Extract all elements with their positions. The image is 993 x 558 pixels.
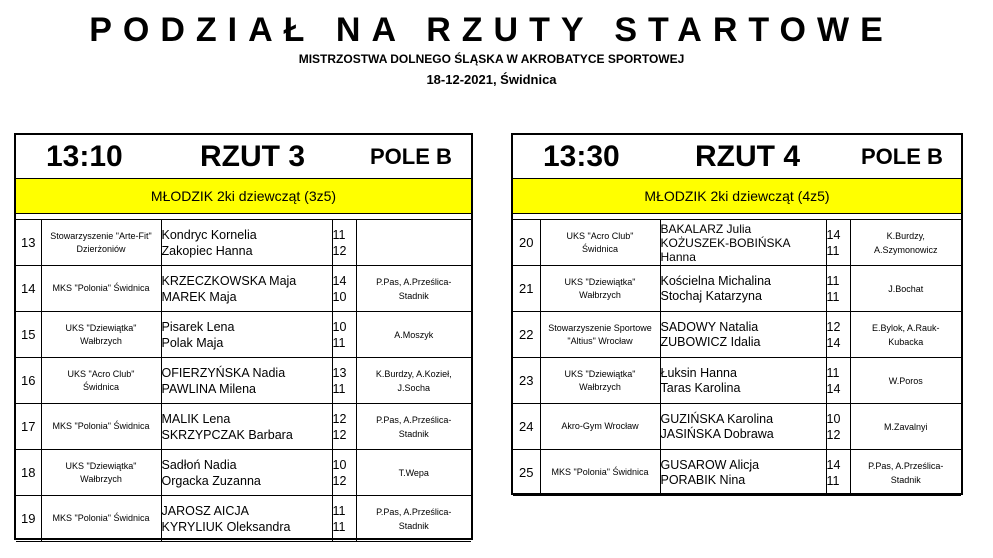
rotation-label: RZUT 3 bbox=[200, 140, 305, 173]
club-name-line: Świdnica bbox=[82, 381, 120, 392]
event-date: 18-12-2021, Świdnica bbox=[426, 72, 557, 87]
athlete-names-line: Zakopiec Hanna bbox=[161, 243, 253, 258]
entry-row bbox=[513, 220, 961, 266]
sheet-header bbox=[16, 135, 471, 179]
athlete-names-line: KRZECZKOWSKA Maja bbox=[161, 273, 297, 288]
athlete-ages-line: 11 bbox=[826, 289, 840, 304]
start-number: 18 bbox=[16, 450, 41, 496]
athlete-ages bbox=[826, 404, 850, 450]
athlete-names bbox=[161, 404, 332, 450]
athlete-ages-line: 11 bbox=[332, 519, 346, 534]
coaches bbox=[850, 450, 961, 496]
athlete-names bbox=[660, 358, 826, 404]
rotation-sheet bbox=[14, 133, 473, 540]
club-name-line: "Altius" Wrocław bbox=[567, 335, 633, 346]
entry-row bbox=[16, 450, 471, 496]
club-name-line: UKS "Acro Club" bbox=[67, 368, 135, 379]
athlete-ages-line: 14 bbox=[826, 457, 841, 472]
club-name bbox=[41, 358, 161, 404]
coaches bbox=[356, 450, 471, 496]
entry-row bbox=[513, 312, 961, 358]
athlete-names-line: Kościelna Michalina bbox=[660, 273, 771, 288]
athlete-ages bbox=[332, 404, 356, 450]
start-number: 14 bbox=[16, 266, 41, 312]
club-name-line: UKS "Dziewiątka" bbox=[65, 322, 137, 333]
club-name-line: Wałbrzych bbox=[80, 335, 122, 346]
coaches-line: K.Burdzy, bbox=[886, 230, 925, 241]
athlete-names bbox=[161, 266, 332, 312]
club-name bbox=[540, 312, 660, 358]
athlete-ages-line: 14 bbox=[826, 335, 841, 350]
club-name-line: UKS "Dziewiątka" bbox=[564, 368, 636, 379]
athlete-ages-line: 10 bbox=[826, 411, 841, 426]
athlete-names bbox=[660, 312, 826, 358]
start-time: 13:10 bbox=[46, 140, 123, 173]
coaches-line: P.Pas, A.Prześlica- bbox=[376, 506, 452, 517]
athlete-ages bbox=[826, 312, 850, 358]
athlete-ages bbox=[332, 450, 356, 496]
start-number: 20 bbox=[513, 220, 540, 266]
coaches bbox=[850, 312, 961, 358]
coaches bbox=[850, 266, 961, 312]
coaches-line: Kubacka bbox=[888, 336, 924, 347]
entry-row bbox=[16, 220, 471, 266]
club-name bbox=[540, 266, 660, 312]
entry-row bbox=[513, 266, 961, 312]
athlete-names-line: OFIERZYŃSKA Nadia bbox=[161, 365, 286, 380]
athlete-ages-line: 11 bbox=[332, 227, 346, 242]
entry-row bbox=[16, 312, 471, 358]
athlete-ages-line: 11 bbox=[332, 503, 346, 518]
athlete-ages-line: 12 bbox=[332, 473, 347, 488]
athlete-ages-line: 11 bbox=[826, 273, 840, 288]
athlete-names-line: Łuksin Hanna bbox=[660, 365, 737, 380]
entry-row bbox=[513, 358, 961, 404]
athlete-names-line: GUZIŃSKA Karolina bbox=[660, 411, 774, 426]
category-banner: MŁODZIK 2ki dziewcząt (3z5) bbox=[16, 179, 471, 214]
athlete-names-line: JAROSZ AICJA bbox=[161, 503, 250, 518]
athlete-names-line: ZUBOWICZ Idalia bbox=[660, 334, 761, 349]
athlete-ages-line: 10 bbox=[332, 319, 347, 334]
coaches bbox=[850, 404, 961, 450]
coaches bbox=[356, 404, 471, 450]
athlete-ages-line: 12 bbox=[332, 243, 347, 258]
athlete-names-line: BAKALARZ Julia bbox=[660, 221, 752, 236]
coaches-line: J.Socha bbox=[397, 382, 431, 393]
rotation-sheet bbox=[511, 133, 963, 495]
start-number: 16 bbox=[16, 358, 41, 404]
athlete-names bbox=[660, 450, 826, 496]
start-number: 17 bbox=[16, 404, 41, 450]
athlete-names-line: Hanna bbox=[660, 249, 696, 264]
athlete-names-line: Stochaj Katarzyna bbox=[660, 288, 762, 303]
athlete-ages-line: 14 bbox=[826, 227, 841, 242]
athlete-names-line: KYRYLIUK Oleksandra bbox=[161, 519, 291, 534]
coaches bbox=[850, 220, 961, 266]
coaches bbox=[356, 220, 471, 266]
club-name bbox=[540, 358, 660, 404]
club-name bbox=[41, 404, 161, 450]
athlete-ages bbox=[826, 220, 850, 266]
athlete-names-line: MALIK Lena bbox=[161, 411, 231, 426]
athlete-ages-line: 14 bbox=[332, 273, 347, 288]
field-label: POLE B bbox=[370, 144, 452, 169]
coaches-line: P.Pas, A.Prześlica- bbox=[868, 460, 944, 471]
coaches-line: Stadnik bbox=[398, 290, 429, 301]
athlete-ages bbox=[332, 358, 356, 404]
entry-row bbox=[16, 496, 471, 542]
coaches bbox=[356, 496, 471, 542]
athlete-ages-line: 10 bbox=[332, 457, 347, 472]
coaches-line: K.Burdzy, A.Kozieł, bbox=[375, 368, 452, 379]
athlete-names bbox=[161, 450, 332, 496]
club-name-line: Świdnica bbox=[581, 243, 619, 254]
coaches-line: P.Pas, A.Prześlica- bbox=[376, 276, 452, 287]
athlete-ages-line: 11 bbox=[826, 243, 840, 258]
coaches bbox=[356, 358, 471, 404]
athlete-ages-line: 11 bbox=[332, 335, 346, 350]
athlete-names-line: GUSAROW Alicja bbox=[660, 457, 760, 472]
athlete-ages-line: 10 bbox=[332, 289, 347, 304]
category-banner: MŁODZIK 2ki dziewcząt (4z5) bbox=[513, 179, 961, 214]
athlete-names-line: JASIŃSKA Dobrawa bbox=[660, 426, 774, 441]
club-name-line: UKS "Acro Club" bbox=[566, 230, 634, 241]
club-name-line: UKS "Dziewiątka" bbox=[65, 460, 137, 471]
coaches-line: P.Pas, A.Prześlica- bbox=[376, 414, 452, 425]
club-name bbox=[540, 220, 660, 266]
athlete-ages bbox=[332, 496, 356, 542]
coaches-line: T.Wepa bbox=[398, 467, 429, 478]
entries-table bbox=[513, 220, 961, 496]
club-name-line: Dzierżoniów bbox=[76, 243, 126, 254]
club-name bbox=[540, 404, 660, 450]
athlete-ages bbox=[332, 220, 356, 266]
club-name-line: Stowarzyszenie "Arte-Fit" bbox=[50, 230, 152, 241]
coaches-line: Stadnik bbox=[890, 474, 921, 485]
coaches-line: A.Szymonowicz bbox=[873, 244, 938, 255]
athlete-ages bbox=[826, 358, 850, 404]
club-name bbox=[41, 496, 161, 542]
athlete-names-line: KOŻUSZEK-BOBIŃSKA bbox=[660, 235, 791, 250]
athlete-names-line: Taras Karolina bbox=[660, 380, 741, 395]
athlete-ages bbox=[826, 450, 850, 496]
start-number: 15 bbox=[16, 312, 41, 358]
club-name bbox=[540, 450, 660, 496]
start-number: 25 bbox=[513, 450, 540, 496]
athlete-names-line: Sadłoń Nadia bbox=[161, 457, 237, 472]
athlete-names bbox=[660, 266, 826, 312]
coaches-line: W.Poros bbox=[888, 375, 923, 386]
start-number: 21 bbox=[513, 266, 540, 312]
athlete-names-line: PORABIK Nina bbox=[660, 472, 746, 487]
athlete-names bbox=[161, 312, 332, 358]
athlete-ages-line: 11 bbox=[826, 473, 840, 488]
athlete-ages bbox=[332, 312, 356, 358]
coaches bbox=[850, 358, 961, 404]
athlete-names bbox=[161, 358, 332, 404]
event-name: MISTRZOSTWA DOLNEGO ŚLĄSKA W AKROBATYCE SPORTOWEJ bbox=[298, 52, 685, 66]
start-number: 19 bbox=[16, 496, 41, 542]
athlete-ages-line: 13 bbox=[332, 365, 347, 380]
athlete-ages-line: 11 bbox=[826, 365, 840, 380]
club-name bbox=[41, 450, 161, 496]
athlete-names-line: Kondryc Kornelia bbox=[161, 227, 257, 242]
start-number: 13 bbox=[16, 220, 41, 266]
start-number: 24 bbox=[513, 404, 540, 450]
entry-row bbox=[513, 404, 961, 450]
athlete-names-line: Polak Maja bbox=[161, 335, 224, 350]
sheet-header bbox=[513, 135, 961, 179]
athlete-ages bbox=[332, 266, 356, 312]
coaches-line: J.Bochat bbox=[888, 283, 924, 294]
club-name-line: Wałbrzych bbox=[579, 381, 621, 392]
coaches-line: M.Zavalnyi bbox=[883, 421, 928, 432]
athlete-names-line: PAWLINA Milena bbox=[161, 381, 256, 396]
coaches-line: E.Bylok, A.Rauk- bbox=[871, 322, 940, 333]
athlete-ages-line: 12 bbox=[826, 427, 841, 442]
entry-row bbox=[513, 450, 961, 496]
entry-row bbox=[16, 358, 471, 404]
club-name-line: Wałbrzych bbox=[579, 289, 621, 300]
club-name bbox=[41, 220, 161, 266]
athlete-names-line: Orgacka Zuzanna bbox=[161, 473, 261, 488]
start-time: 13:30 bbox=[543, 140, 620, 173]
athlete-ages-line: 12 bbox=[332, 411, 347, 426]
athlete-ages-line: 12 bbox=[826, 319, 841, 334]
athlete-names bbox=[161, 496, 332, 542]
athlete-names-line: SKRZYPCZAK Barbara bbox=[161, 427, 293, 442]
coaches bbox=[356, 312, 471, 358]
club-name-line: Akro-Gym Wrocław bbox=[561, 421, 639, 431]
athlete-names-line: Pisarek Lena bbox=[161, 319, 235, 334]
coaches-line: A.Moszyk bbox=[394, 329, 434, 340]
entries-table bbox=[16, 220, 471, 542]
athlete-names bbox=[660, 220, 826, 266]
athlete-names-line: MAREK Maja bbox=[161, 289, 237, 304]
athlete-ages-line: 11 bbox=[332, 381, 346, 396]
entry-row bbox=[16, 266, 471, 312]
rotation-label: RZUT 4 bbox=[695, 140, 800, 173]
athlete-ages bbox=[826, 266, 850, 312]
club-name-line: MKS "Polonia" Świdnica bbox=[551, 467, 649, 477]
club-name-line: Wałbrzych bbox=[80, 473, 122, 484]
club-name-line: MKS "Polonia" Świdnica bbox=[52, 513, 150, 523]
field-label: POLE B bbox=[861, 144, 943, 169]
athlete-names bbox=[161, 220, 332, 266]
club-name-line: MKS "Polonia" Świdnica bbox=[52, 283, 150, 293]
club-name-line: Stowarzyszenie Sportowe bbox=[548, 322, 652, 333]
club-name-line: UKS "Dziewiątka" bbox=[564, 276, 636, 287]
club-name bbox=[41, 312, 161, 358]
club-name bbox=[41, 266, 161, 312]
start-number: 22 bbox=[513, 312, 540, 358]
athlete-names bbox=[660, 404, 826, 450]
coaches-line: Stadnik bbox=[398, 428, 429, 439]
coaches bbox=[356, 266, 471, 312]
start-number: 23 bbox=[513, 358, 540, 404]
athlete-ages-line: 14 bbox=[826, 381, 841, 396]
athlete-ages-line: 12 bbox=[332, 427, 347, 442]
club-name-line: MKS "Polonia" Świdnica bbox=[52, 421, 150, 431]
page-title: PODZIAŁ NA RZUTY STARTOWE bbox=[89, 11, 894, 49]
entry-row bbox=[16, 404, 471, 450]
coaches-line: Stadnik bbox=[398, 520, 429, 531]
athlete-names-line: SADOWY Natalia bbox=[660, 319, 759, 334]
